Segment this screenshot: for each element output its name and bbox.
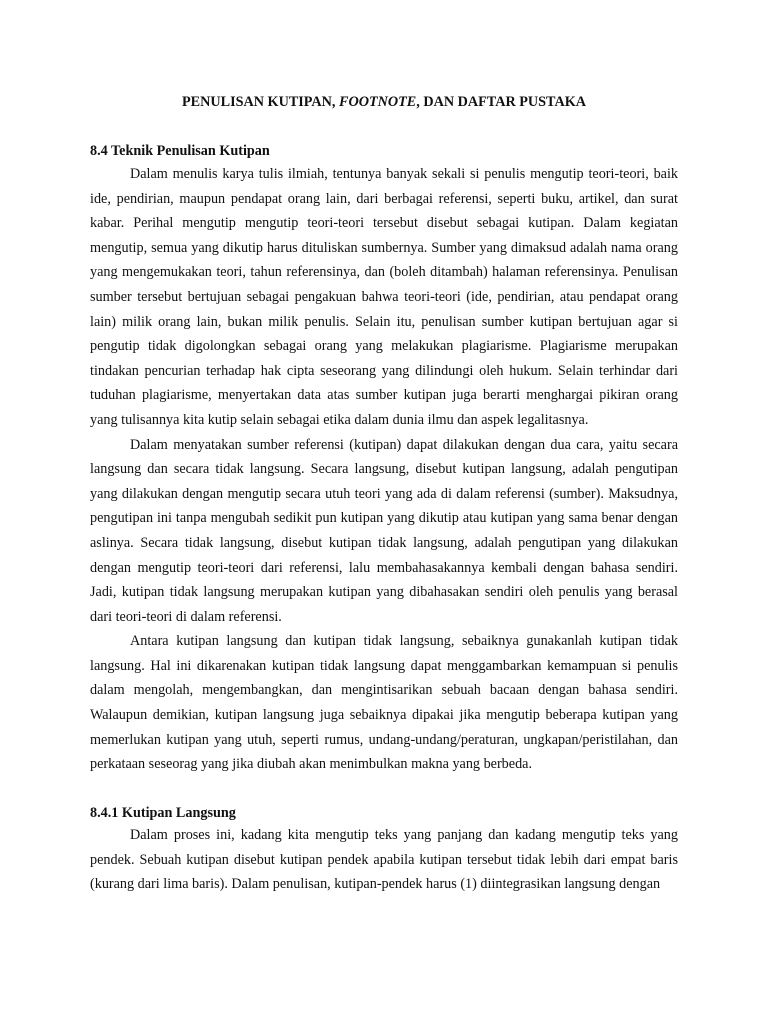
paragraph: Dalam menyatakan sumber referensi (kutipan) dapat dilakukan dengan dua cara, yaitu secara langsung dan secara tidak langsung. Secara langsung, disebut kutipan langsung, adalah pengutipan yang dilakukan dengan mengutip secara utuh teori yang ada di dalam referensi (sumber). Maksudnya, pengutipan ini tanpa mengubah sedikit pun kutipan yang dikutip atau kutipan yang sama benar dengan aslinya. Secara tidak langsung, disebut kutipan tidak langsung, adalah pengutipan yang dilakukan dengan mengutip teori-teori dari referensi, lalu membahasakannya kembali dengan bahasa sendiri. Jadi, kutipan tidak langsung merupakan kutipan yang dibahasakan sendiri oleh penulis yang berasal dari teori-teori di dalam referensi. [90,436,678,625]
paragraph: Dalam proses ini, kadang kita mengutip teks yang panjang dan kadang mengutip teks yang pendek. Sebuah kutipan disebut kutipan pendek apabila kutipan tersebut tidak lebih dari empat baris (kurang dari lima baris). Dalam penulisan, kutipan-pendek harus (1) diintegrasikan langsung dengan [90,827,678,893]
title-text-1: PENULISAN KUTIPAN, [182,94,339,110]
page-title [0,94,768,110]
section-heading-8-4: 8.4 Teknik Penulisan Kutipan [90,143,270,159]
section-body-8-4-1 [90,823,678,897]
paragraph: Dalam menulis karya tulis ilmiah, tentunya banyak sekali si penulis mengutip teori-teori, baik ide, pendirian, maupun pendapat orang lain, dari berbagai referensi, seperti buku, artikel, dan surat kabar. Perihal mengutip mengutip teori-teori tersebut disebut sebagai kutipan. Dalam kegiatan mengutip, semua yang dikutip harus dituliskan sumbernya. Sumber yang dimaksud adalah nama orang yang mengemukakan teori, tahun referensinya, dan (boleh ditambah) halaman referensinya. Penulisan sumber tersebut bertujuan sebagai pengakuan bahwa teori-teori (ide, pendirian, atau pendapat orang lain) milik orang lain, bukan milik penulis. Selain itu, penulisan sumber kutipan bertujuan agar si pengutip tidak digolongkan sebagai orang yang melakukan plagiarisme. Plagiarisme merupakan tindakan pencurian terhadap hak cipta seseorang yang dilindungi oleh hukum. Selain terhindar dari tuduhan plagiarisme, menyertakan data atas sumber kutipan juga berarti menghargai pikiran orang yang tulisannya kita kutip selain sebagai etika dalam dunia ilmu dan aspek legalitasnya. [90,166,678,428]
title-text-2: , DAN DAFTAR PUSTAKA [416,94,586,110]
title-text-italic: FOOTNOTE [339,94,417,110]
section-body-8-4 [90,162,678,777]
paragraph: Antara kutipan langsung dan kutipan tidak langsung, sebaiknya gunakanlah kutipan tidak langsung. Hal ini dikarenakan kutipan tidak langsung dapat menggambarkan kemampuan si penulis dalam mengolah, mengembangkan, dan mengintisarikan sebuah bacaan dengan bahasa sendiri. Walaupun demikian, kutipan langsung juga sebaiknya dipakai jika mengutip beberapa kutipan yang memerlukan kutipan yang utuh, seperti rumus, undang-undang/peraturan, ungkapan/peristilahan, dan perkataan seseorag yang jika diubah akan menimbulkan makna yang berbeda. [90,633,678,773]
section-heading-8-4-1: 8.4.1 Kutipan Langsung [90,805,236,821]
